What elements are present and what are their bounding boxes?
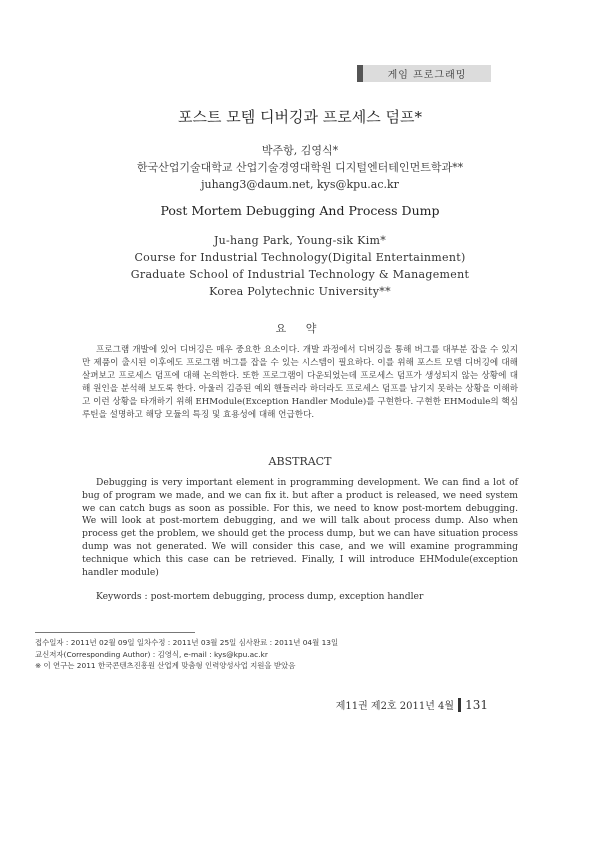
paper-title-english: Post Mortem Debugging And Process Dump xyxy=(160,203,440,218)
issue-info: 제11권 제2호 2011년 4월 xyxy=(335,701,455,712)
footnote-funding: ※ 이 연구는 2011 한국콘텐츠진흥원 산업계 맞춤형 인력양성사업 지원을 받았음 xyxy=(35,661,296,670)
author-affiliation-en-2: Graduate School of Industrial Technology & Management xyxy=(130,268,470,281)
author-emails: juhang3@daum.net, kys@kpu.ac.kr xyxy=(201,178,399,191)
section-tab: 게임 프로그래밍 xyxy=(357,65,491,82)
footnote-divider xyxy=(35,632,195,633)
abstract-korean-heading: 요 약 xyxy=(275,322,325,335)
footnotes xyxy=(35,637,338,672)
paper-title-korean: 포스트 모템 디버깅과 프로세스 덤프* xyxy=(178,108,422,126)
abstract-english-text: Debugging is very important element in programming development. We can find a lot of bug of program we made, and we can fix it. but after a product is released, we need system we can catch bugs as soon as possible. For this, we need to know post-mortem debugging. We will look at post-mortem debugging, and we will talk about process dump. Also when process get the problem, we should get the process dump, but we can have situation process dump was not generated. We will consider this case, and we will examine programming technique which this case can be retrieved. Finally, I will introduce EHModule(exception handler module) xyxy=(82,477,518,578)
abstract-korean-text: 프로그램 개발에 있어 디버깅은 매우 중요한 요소이다. 개발 과정에서 디버깅을 통해 버그를 대부분 잡을 수 있지만 제품이 출시된 이후에도 프로그램 버그를 잡을 수 있는 시스템이 필요하다. 이를 위해 포스트 모템 디버깅에 대해 살펴보고 프로세스 덤프에 대해 논의한다. 또한 프로그램이 다운되었는데 프로세스 덤프가 생성되지 않는 상황에 대해 원인을 분석해 보도록 한다. 아울러 김증된 예외 핸들러라 하더라도 프로세스 덤프를 남기지 못하는 상황을 이해하고 이런 상황을 타개하기 위해 EHModule(Exception Handler Module)를 구현한다. 구현한 EHModule의 핵심 루틴을 설명하고 해당 모듈의 특징 및 효용성에 대해 언급한다. xyxy=(82,345,518,420)
author-names-en: Ju-hang Park, Young-sik Kim* xyxy=(213,234,387,247)
keywords: Keywords : post-mortem debugging, process dump, exception handler xyxy=(96,591,424,602)
page-number: 131 xyxy=(465,697,488,712)
footnote-dates: 접수일자 : 2011년 02월 09일 일차수정 : 2011년 03월 25일 심사완료 : 2011년 04월 13일 xyxy=(35,638,339,647)
authors-english xyxy=(0,232,600,300)
page-footer xyxy=(336,697,488,712)
author-affiliation-en-3: Korea Polytechnic University** xyxy=(209,285,391,298)
footnote-corresponding: 교신저자(Corresponding Author) : 김영식, e-mail : kys@kpu.ac.kr xyxy=(35,649,268,659)
authors-korean xyxy=(0,142,600,193)
footer-divider xyxy=(458,698,461,712)
author-names-ko: 박주항, 김영식* xyxy=(261,144,339,157)
author-affiliation-ko: 한국산업기술대학교 산업기술경영대학원 디지털엔터테인먼트학과** xyxy=(136,161,464,174)
abstract-english-heading: ABSTRACT xyxy=(268,455,332,468)
author-affiliation-en-1: Course for Industrial Technology(Digital Entertainment) xyxy=(134,251,466,264)
